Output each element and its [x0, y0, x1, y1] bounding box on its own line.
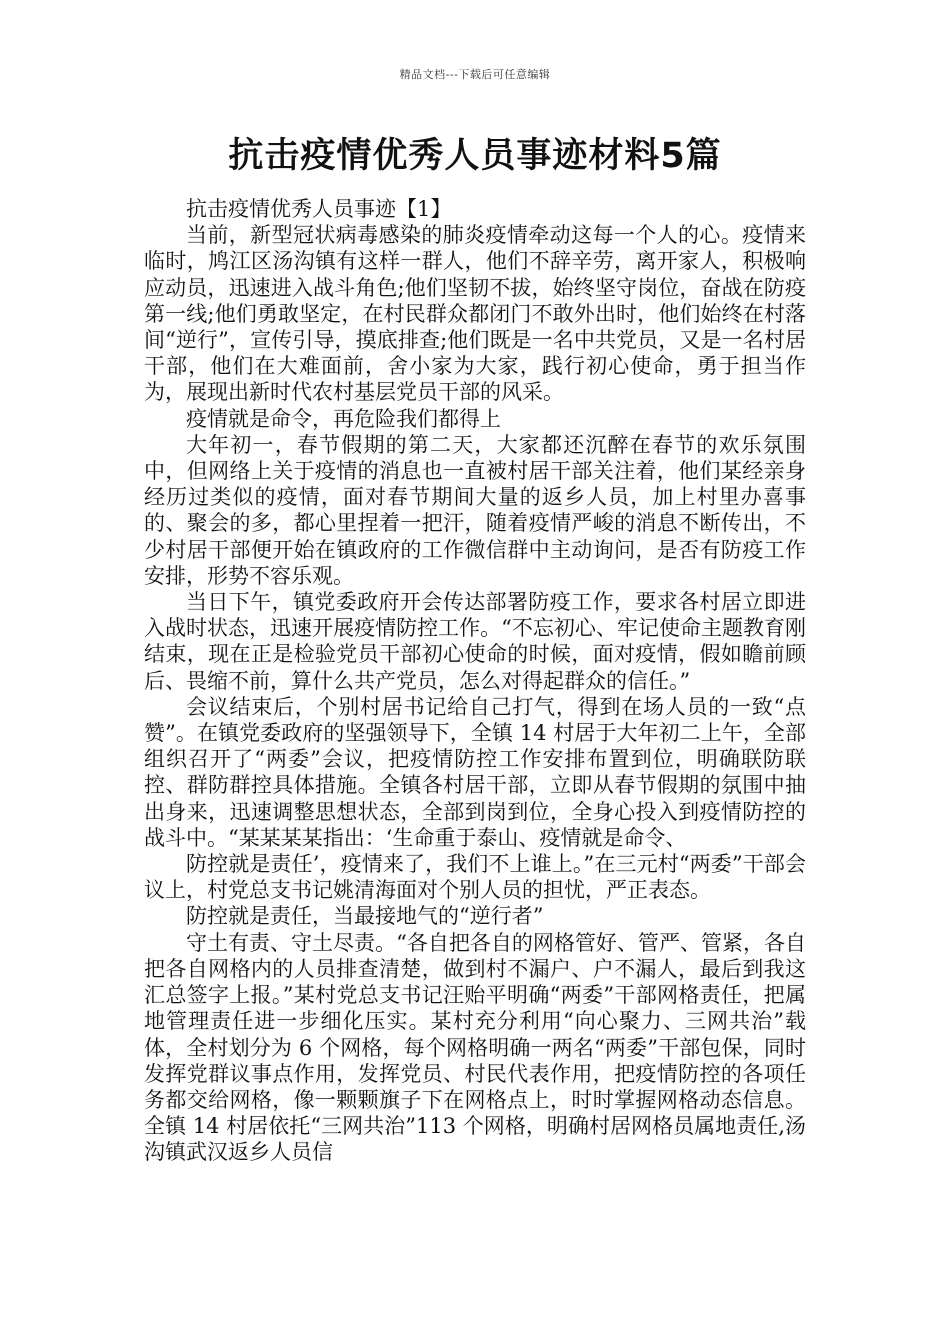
paragraph: 防控就是责任’，疫情来了，我们不上谁上。”在三元村“两委”干部会议上，村党总支书记姚清海面对个别人员的担忧，严正表态。 [144, 852, 806, 903]
section-heading: 抗击疫情优秀人员事迹【1】 [186, 197, 452, 221]
document-title: 抗击疫情优秀人员事迹材料5篇 [228, 136, 722, 176]
header-note: 精品文档---下载后可任意编辑 [399, 68, 551, 81]
paragraph: 当前，新型冠状病毒感染的肺炎疫情牵动这每一个人的心。疫情来临时，鸠江区汤沟镇有这样一群人，他们不辞辛劳，离开家人，积极响应动员，迅速进入战斗角色;他们坚韧不拔，始终坚守岗位，奋战在防疫第一线;他们勇敢坚定，在村民群众都闭门不敢外出时，他们始终在村落间“逆行”，宣传引导，摸底排查;他们既是一名中共党员，又是一名村居干部，他们在大难面前，舍小家为大家，践行初心使命，勇于担当作为，展现出新时代农村基层党员干部的风采。 [144, 223, 806, 405]
section-heading: 疫情就是命令，再危险我们都得上 [186, 406, 501, 431]
paragraph: 会议结束后，个别村居书记给自己打气，得到在场人员的一致“点赞”。在镇党委政府的坚强领导下，全镇 14 村居于大年初二上午，全部组织召开了“两委”会议，把疫情防控工作安排布置到位，明确联防联控、群防群控具体措施。全镇各村居干部，立即从春节假期的氛围中抽出身来，迅速调整思想状态，全部到岗到位，全身心投入到疫情防控的战斗中。“某某某某指出：‘生命重于泰山、疫情就是命令、 [144, 694, 806, 850]
paragraph: 守土有责、守土尽责。“各自把各自的网格管好、管严、管紧，各自把各自网格内的人员排查清楚，做到村不漏户、户不漏人，最后到我这汇总签字上报。”某村党总支书记汪贻平明确“两委”干部网格责任，把属地管理责任进一步细化压实。某村充分利用“向心聚力、三网共治”载体，全村划分为 6 个网格，每个网格明确一两名“两委”干部包保，同时发挥党群议事点作用，发挥党员、村民代表作用，把疫情防控的各项任务都交给网格，像一颗颗旗子下在网格点上，时时掌握网格动态信息。全镇 14 村居依托“三网共治”113 个网格，明确村居网格员属地责任,汤沟镇武汉返乡人员信 [144, 930, 806, 1165]
section-heading: 防控就是责任，当最接地气的“逆行者” [186, 904, 544, 929]
paragraph: 大年初一，春节假期的第二天，大家都还沉醉在春节的欢乐氛围中，但网络上关于疫情的消息也一直被村居干部关注着，他们某经亲身经历过类似的疫情，面对春节期间大量的返乡人员，加上村里办喜事的、聚会的多，都心里捏着一把汗，随着疫情严峻的消息不断传出，不少村居干部便开始在镇政府的工作微信群中主动询问，是否有防疫工作安排，形势不容乐观。 [144, 432, 806, 588]
paragraph: 当日下午，镇党委政府开会传达部署防疫工作，要求各村居立即进入战时状态，迅速开展疫情防控工作。“不忘初心、牢记使命主题教育刚结束，现在正是检验党员干部初心使命的时候，面对疫情，假如瞻前顾后、畏缩不前，算什么共产党员，怎么对得起群众的信任。” [144, 590, 806, 693]
document-body [144, 196, 806, 1166]
